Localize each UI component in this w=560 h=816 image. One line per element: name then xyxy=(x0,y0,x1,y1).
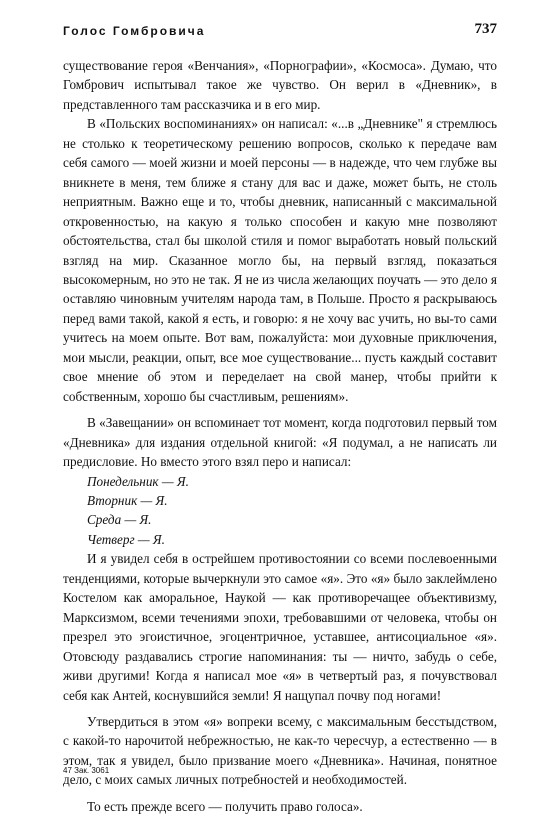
paragraph-polish-memoirs: В «Польских воспоминаниях» он написал: «...в „Дневнике" я стремлюсь не столько к теоретическому решению вопросов, сколько к передаче вам себя самого — моей жизни и моей персоны — в надежде, что чем глубже вы вникнете в меня, тем ближе я стану для вас и даже, может быть, не столь неприятным. Важно еще и то, чтобы дневник, написанный с максимальной откровенностью, на какую я только способен и какую мне позволяют обстоятельства, стал бы школой стиля и помог выработать новый польский взгляд на мир. Сказанное могло бы, на первый взгляд, показаться высокомерным, но это не так. Я не из числа желающих поучать — это дело я оставляю чиновным учителям народа там, в Польше. Просто я раскрываюсь перед вами такой, какой я есть, и говорю: я не хочу вас учить, но вы-то сами учитесь на моем опыте. Вот вам, пожалуйста: мои духовные приключения, мои мысли, реакции, опыт, все мое существование... пусть каждый составит свое мнение об этом и переделает на свой манер, чтобы прийти к собственным, хорошо бы счастливым, решениям». xyxy=(63,116,497,404)
page-body xyxy=(63,56,497,816)
paragraph-last: То есть прежде всего — получить право голоса». xyxy=(87,798,363,814)
verse-line-thursday: Четверг — Я. xyxy=(87,531,165,547)
paragraph-continued: существование героя «Венчания», «Порнографии», «Космоса». Думаю, что Гомбрович испытывал такое же чувство. Он верил в «Дневник», в представленного там рассказчика и в его мир. xyxy=(63,58,497,112)
running-title: Голос Гомбровича xyxy=(63,24,206,38)
page-header xyxy=(63,12,497,38)
page-number: 737 xyxy=(474,21,497,37)
paragraph-affirm: Утвердиться в этом «я» вопреки всему, с максимальным бесстыдством, с какой-то нарочитой небрежностью, не как-то чересчур, а естественно — в этом, так я увидел, было призвание моего «Дневника». Начиная, понятное дело, с моих самых личных потребностей и необходимостей. xyxy=(63,713,497,788)
verse-line-tuesday: Вторник — Я. xyxy=(87,492,168,508)
verse-line-monday: Понедельник — Я. xyxy=(87,473,189,489)
printer-signature: 47 Зак. 3061 xyxy=(63,766,110,775)
paragraph-after-verse: И я увидел себя в острейшем противостоянии со всеми послевоенными тенденциями, которые вычеркнули это самое «я». Это «я» было заклеймлено Костелом как аморальное, Наукой — как противоречащее объективизму, Марксизмом, всеми течениями эпохи, требовавшими от человека, чтобы он презрел это эгоистичное, эгоцентричное, уставшее, антисоциальное «я». Отовсюду раздавались строгие напоминания: ты — ничто, забудь о себе, живи другими! Когда я написал мое «я» в четвертый раз, я почувствовал себя как Антей, коснувшийся земли! Я нащупал почву под ногами! xyxy=(63,551,497,703)
paragraph-testament: В «Завещании» он вспоминает тот момент, когда подготовил первый том «Дневника» для издания отдельной книгой: «Я подумал, а не написать ли предисловие. Но вместо этого взял перо и написал: xyxy=(63,415,497,470)
verse-line-wednesday: Среда — Я. xyxy=(87,512,152,528)
